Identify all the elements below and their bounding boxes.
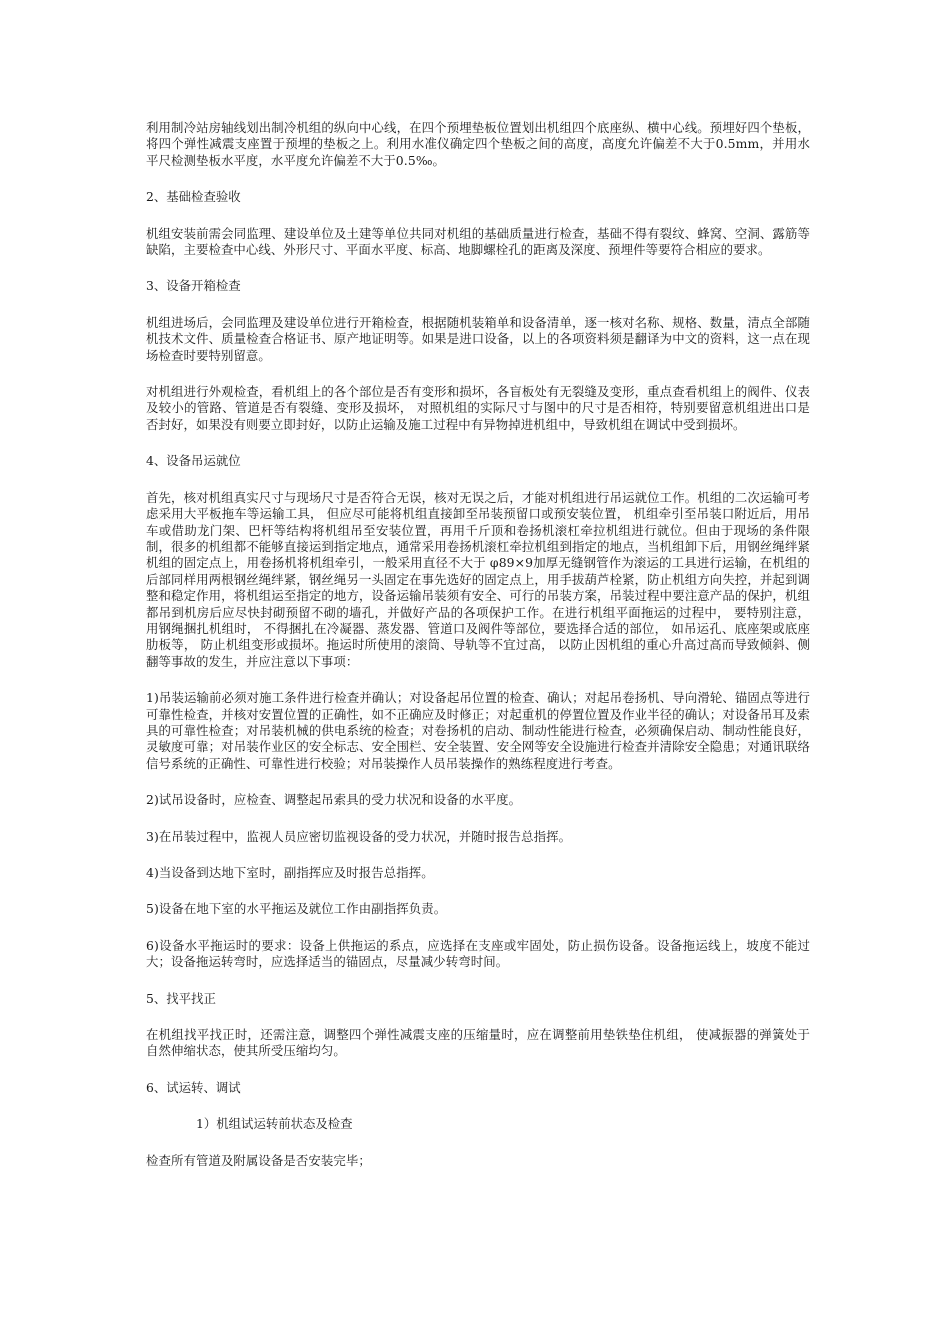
subheading-pre-run-check: 1）机组试运转前状态及检查 <box>196 1116 353 1132</box>
paragraph-unpacking-check: 机组进场后，会同监理及建设单位进行开箱检查，根据随机装箱单和设备清单，逐一核对名称、规格、数量，清点全部随机技术文件、质量检查合格证书、原产地证明等。如果是进口设备，以上的各项资料须是翻译为中文的资料，这一点在现场检查时要特别留意。 <box>146 314 810 363</box>
paragraph-piping-check: 检查所有管道及附属设备是否安装完毕； <box>146 1152 371 1168</box>
paragraph-hoisting-item-4: 4)当设备到达地下室时，副指挥应及时报告总指挥。 <box>146 865 434 880</box>
heading-trial-run: 6、试运转、调试 <box>146 1079 241 1095</box>
paragraph-hoisting-item-5: 5)设备在地下室的水平拖运及就位工作由副指挥负责。 <box>146 901 447 917</box>
paragraph-hoisting-procedure: 首先，核对机组真实尺寸与现场尺寸是否符合无误，核对无误之后，才能对机组进行吊运就位工作。机组的二次运输可考虑采用大平板拖车等运输工具， 但应尽可能将机组直接卸至吊装预留口或预安装位置， 机组牵引至吊装口附近后，用吊车或借助龙门架、巴杆等结构将机组吊至安装位置，再用千斤顶和卷扬机滚杠牵拉机组进行就位。但由于现场的条件限制，很多的机组都不能够直接运到指定地点，通常采用卷扬机滚杠牵拉机组到指定的地点，当机组卸下后，用钢丝绳绊紧机组的固定点上，用卷扬机将机组牵引，一般采用直径不大于 φ89×9加厚无缝钢管作为滚运的工具进行运输，在机组的后部同样用两根钢丝绳绊紧，钢丝绳另一头固定在事先选好的固定点上，用手拔葫芦栓紧，防止机组方向失控，并起到调整和稳定作用，将机组运至指定的地方，设备运输吊装须有安全、可行的吊装方案，吊装过程中要注意产品的保护，机组都吊到机房后应尽快封砌预留不砌的墙孔，并做好产品的各项保护工作。在进行机组平面拖运的过程中， 要特别注意， 用钢绳捆扎机组时， 不得捆扎在冷凝器、蒸发器、管道口及阀件等部位，要选择合适的部位， 如吊运孔、底座架或底座肋板等， 防止机组变形或损坏。拖运时所使用的滚筒、导轨等不宜过高， 以防止因机组的重心升高过高而导致倾斜、侧翻等事故的发生，并应注意以下事项： <box>146 489 810 669</box>
paragraph-appearance-check: 对机组进行外观检查，看机组上的各个部位是否有变形和损坏，各盲板处有无裂缝及变形，重点查看机组上的阀件、仪表及较小的管路、管道是否有裂缝、变形及损坏， 对照机组的实际尺寸与图中的尺寸是否相符，特别要留意机组进出口是否封好，如果没有则要立即封好，以防止运输及施工过程中有异物掉进机组中，导致机组在调试中受到损坏。 <box>146 384 810 432</box>
heading-foundation-inspection: 2、基础检查验收 <box>146 189 241 205</box>
paragraph-hoisting-item-2: 2)试吊设备时，应检查、调整起吊索具的受力状况和设备的水平度。 <box>146 792 522 808</box>
paragraph-leveling-alignment: 在机组找平找正时，还需注意，调整四个弹性减震支座的压缩量时，应在调整前用垫铁垫住机组， 使减振器的弹簧处于自然伸缩状态，使其所受压缩均匀。 <box>146 1027 810 1059</box>
paragraph-hoisting-item-1: 1)吊装运输前必须对施工条件进行检查并确认；对设备起吊位置的检查、确认；对起吊卷扬机、导向滑轮、锚固点等进行可靠性检查，并核对安置位置的正确性，如不正确应及时修正；对起重机的停置位置及作业半径的确认；对设备吊耳及索具的可靠性检查；对吊装机械的供电系统的检查；对卷扬机的启动、制动性能进行检查，必须确保启动、制动性能良好，灵敏度可靠；对吊装作业区的安全标志、安全围栏、安全装置、安全网等安全设施进行检查并清除安全隐患；对通讯联络信号系统的正确性、可靠性进行校验；对吊装操作人员吊装操作的熟练程度进行考查。 <box>146 690 810 771</box>
paragraph-hoisting-item-3: 3)在吊装过程中，监视人员应密切监视设备的受力状况，并随时报告总指挥。 <box>146 828 572 844</box>
heading-leveling-alignment: 5、找平找正 <box>146 990 216 1006</box>
paragraph-foundation-layout: 利用制冷站房轴线划出制冷机组的纵向中心线，在四个预埋垫板位置划出机组四个底座纵、横中心线。预埋好四个垫板，将四个弹性减震支座置于预埋的垫板之上。利用水准仪确定四个垫板之间的高度，高度允许偏差不大于0.5mm，并用水平尺检测垫板水平度，水平度允许偏差不大于0.5‰。 <box>146 120 810 168</box>
document-page <box>146 120 810 1169</box>
paragraph-hoisting-item-6: 6)设备水平拖运时的要求：设备上供拖运的系点，应选择在支座或牢固处，防止损伤设备。设备拖运线上，坡度不能过大；设备拖运转弯时，应选择适当的锚固点，尽量减少转弯时间。 <box>146 937 810 970</box>
heading-hoisting-positioning: 4、设备吊运就位 <box>146 453 241 469</box>
heading-unpacking-inspection: 3、设备开箱检查 <box>146 278 241 294</box>
paragraph-foundation-inspection: 机组安装前需会同监理、建设单位及土建等单位共同对机组的基础质量进行检查，基础不得有裂纹、蜂窝、空洞、露筋等缺陷，主要检查中心线、外形尺寸、平面水平度、标高、地脚螺栓孔的距离及深度、预埋件等要符合相应的要求。 <box>146 225 810 258</box>
